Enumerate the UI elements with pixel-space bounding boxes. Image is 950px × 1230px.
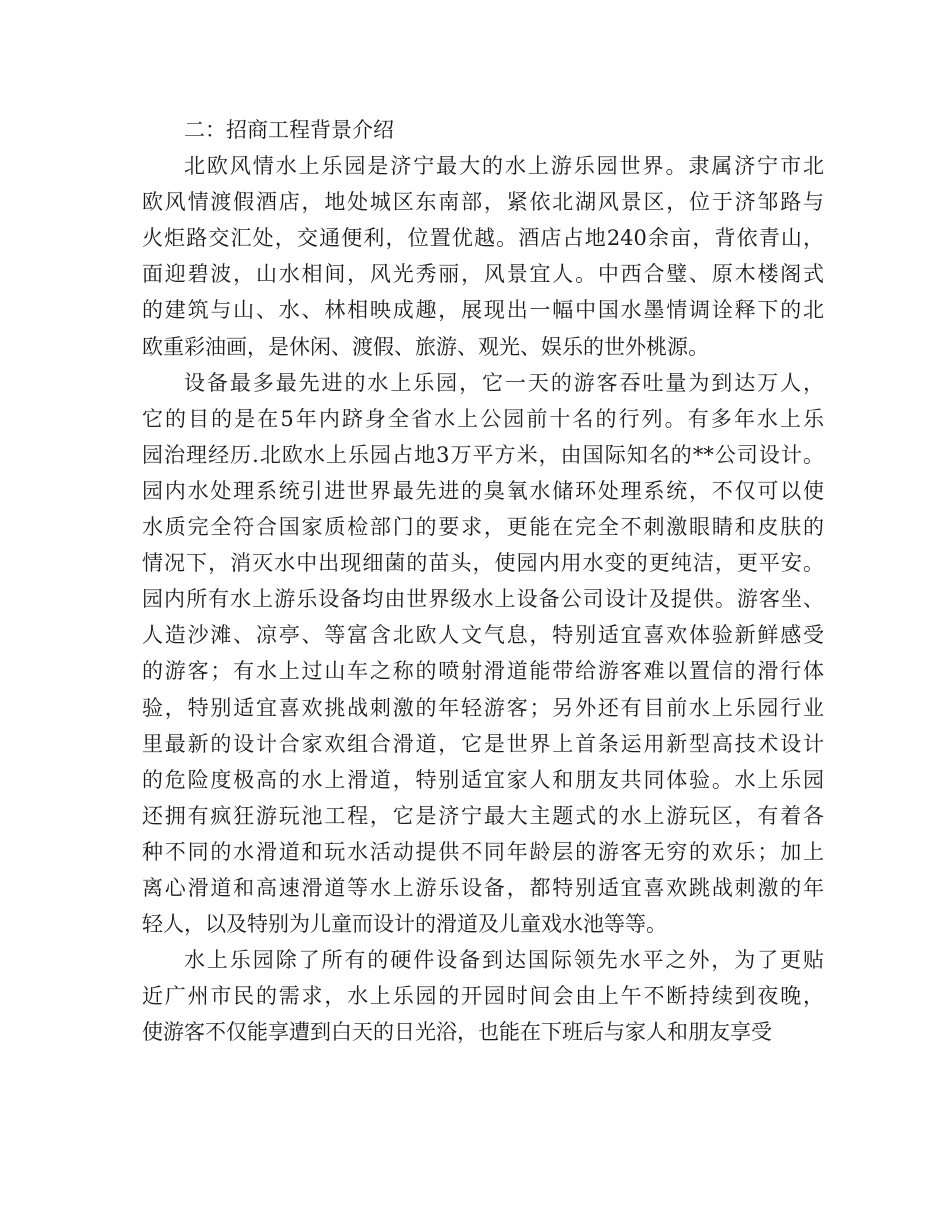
paragraph [142, 365, 824, 943]
paragraph-line: 它的目的是在5年内跻身全省水上公园前十名的行列。有多年水上乐 [142, 406, 824, 431]
paragraph-line: 验，特别适宜喜欢挑战刺激的年轻游客；另外还有目前水上乐园行业 [142, 695, 824, 720]
paragraph-line: 的建筑与山、水、林相映成趣，展现出一幅中国水墨情调诠释下的北 [142, 298, 824, 323]
paragraph-line: 的游客；有水上过山车之称的喷射滑道能带给游客难以置信的滑行体 [142, 659, 824, 684]
paragraph [142, 942, 824, 1050]
paragraph-line: 离心滑道和高速滑道等水上游乐设备，都特别适宜喜欢跳战刺激的年 [142, 875, 824, 900]
paragraph-line: 园治理经历.北欧水上乐园占地3万平方米，由国际知名的**公司设计。 [142, 442, 824, 467]
paragraph-line: 水质完全符合国家质检部门的要求，更能在完全不刺激眼睛和皮肤的 [142, 515, 824, 540]
paragraph-line: 园内所有水上游乐设备均由世界级水上设备公司设计及提供。游客坐、 [142, 587, 824, 612]
paragraph-line: 情况下，消灭水中出现细菌的苗头，使园内用水变的更纯洁，更平安。 [142, 551, 824, 576]
paragraph-line: 欧风情渡假酒店，地处城区东南部，紧依北湖风景区，位于济邹路与 [142, 190, 824, 215]
paragraph-line: 轻人，以及特别为儿童而设计的滑道及儿童戏水池等等。 [142, 912, 667, 937]
section-heading: 二：招商工程背景介绍 [184, 118, 394, 142]
paragraph-line: 欧重彩油画，是休闲、渡假、旅游、观光、娱乐的世外桃源。 [142, 334, 709, 359]
paragraph-line: 水上乐园除了所有的硬件设备到达国际领先水平之外，为了更贴 [184, 948, 824, 973]
paragraph-line: 设备最多最先进的水上乐园，它一天的游客吞吐量为到达万人， [184, 370, 824, 395]
paragraph-line: 的危险度极高的水上滑道，特别适宜家人和朋友共同体验。水上乐园 [142, 767, 824, 792]
paragraph-line: 还拥有疯狂游玩池工程，它是济宁最大主题式的水上游玩区，有着各 [142, 803, 824, 828]
paragraph-line: 面迎碧波，山水相间，风光秀丽，风景宜人。中西合璧、原木楼阁式 [142, 262, 824, 287]
paragraph-line: 园内水处理系统引进世界最先进的臭氧水储环处理系统，不仅可以使 [142, 478, 824, 503]
paragraph-line: 北欧风情水上乐园是济宁最大的水上游乐园世界。隶属济宁市北 [184, 154, 824, 179]
document-body [142, 112, 824, 1050]
paragraph [142, 148, 824, 365]
paragraph-line: 火炬路交汇处，交通便利，位置优越。酒店占地240余亩，背依青山， [142, 226, 824, 251]
paragraph-line: 使游客不仅能享遭到白天的日光浴，也能在下班后与家人和朋友享受 [142, 1020, 772, 1045]
paragraph-container [142, 148, 824, 1050]
paragraph-line: 人造沙滩、凉亭、等富含北欧人文气息，特别适宜喜欢体验新鲜感受 [142, 623, 824, 648]
paragraph-line: 里最新的设计合家欢组合滑道，它是世界上首条运用新型高技术设计 [142, 731, 824, 756]
paragraph-line: 种不同的水滑道和玩水活动提供不同年龄层的游客无穷的欢乐；加上 [142, 839, 824, 864]
paragraph-line: 近广州市民的需求，水上乐园的开园时间会由上午不断持续到夜晚， [142, 984, 824, 1009]
